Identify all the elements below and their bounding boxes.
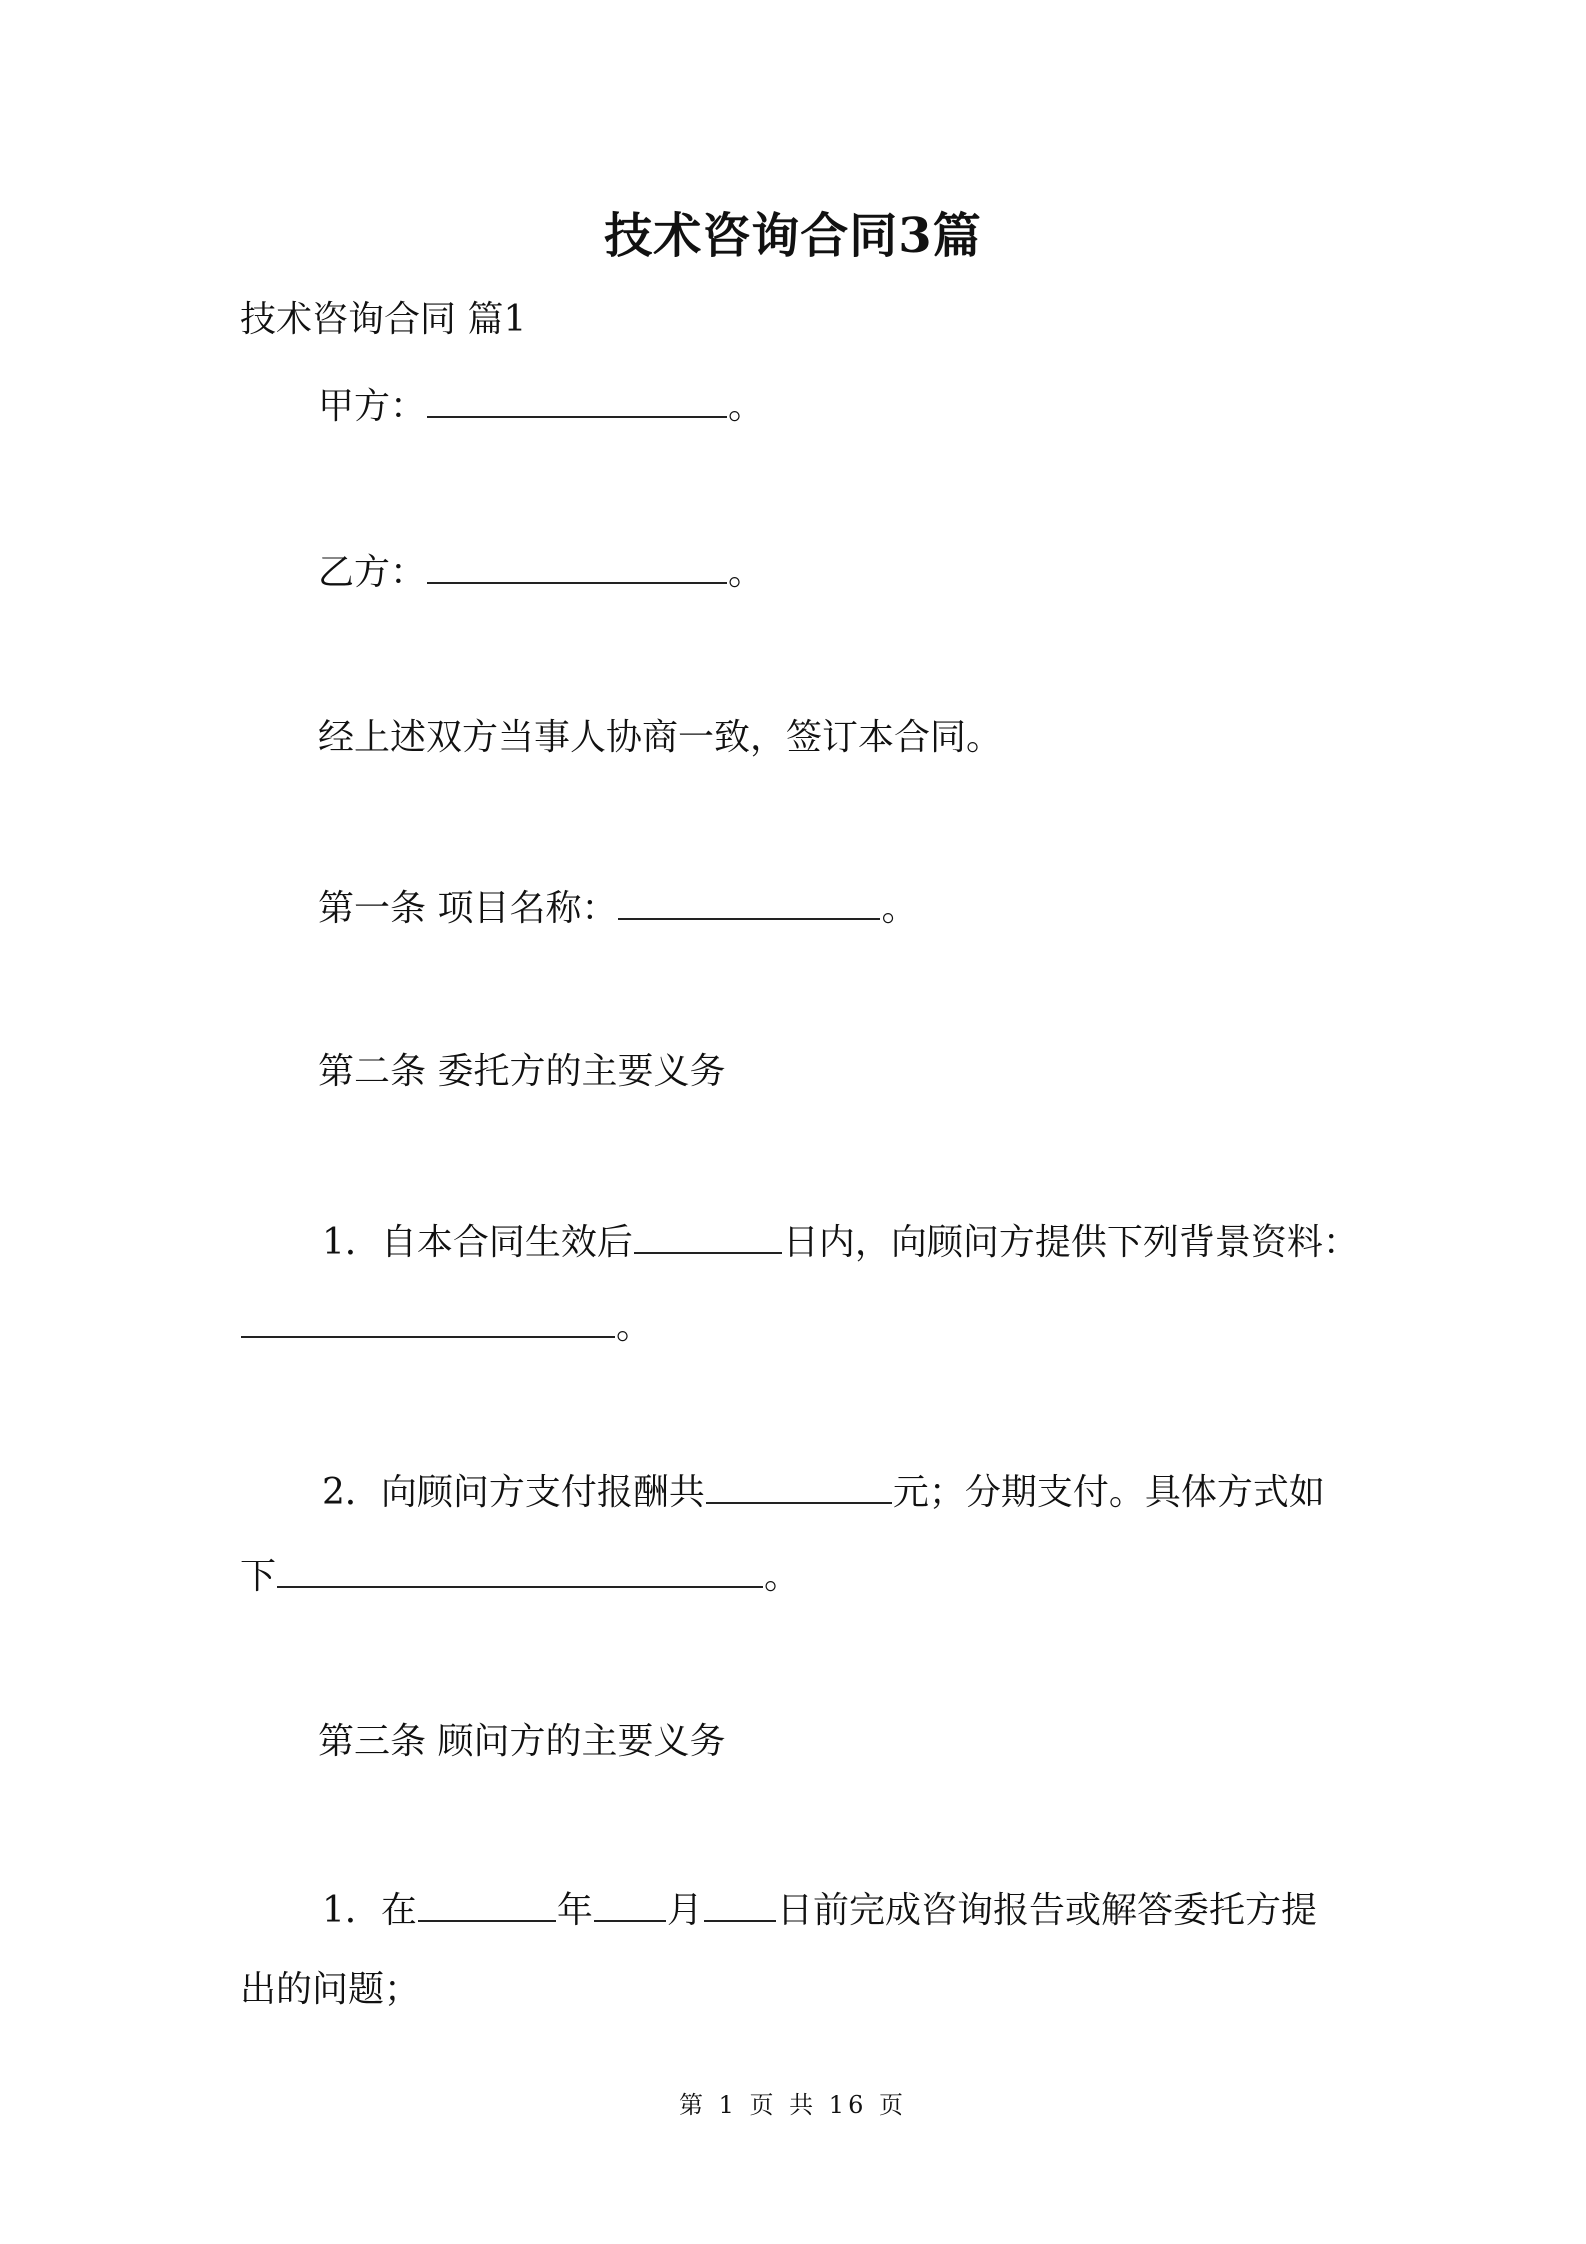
intro-paragraph: 经上述双方当事人协商一致，签订本合同。 (318, 717, 1003, 758)
article2-item1-blank2 (241, 1302, 615, 1338)
article2-item2 (322, 1468, 1325, 1512)
document-title: 技术咨询合同3篇 (604, 208, 982, 264)
article2-item1-blank (634, 1218, 782, 1254)
page-footer: 第 1 页 共 16 页 (679, 2091, 907, 2119)
article3-day-blank (704, 1886, 776, 1922)
article2-item2-mid: 元；分期支付。具体方式如 (892, 1472, 1325, 1513)
article1-line (318, 884, 917, 928)
article2-item1-start: 1．自本合同生效后 (322, 1222, 633, 1263)
article2-item2-blank2 (277, 1552, 763, 1588)
article2-item1-mid: 日内，向顾问方提供下列背景资料： (782, 1222, 1359, 1263)
article2-item1-cont (240, 1302, 652, 1346)
article2-item2-cont-text: 下 (240, 1556, 277, 1597)
party-a-blank (427, 382, 727, 418)
article2-heading: 第二条 委托方的主要义务 (318, 1051, 726, 1092)
article2-item2-blank (706, 1468, 892, 1504)
article3-day-text: 日前完成咨询报告或解答委托方提 (776, 1890, 1317, 1931)
article3-month: 月 (666, 1890, 703, 1931)
party-a-line (318, 382, 764, 426)
article3-year-blank (418, 1886, 556, 1922)
party-b-label: 乙方： (318, 552, 427, 593)
party-b-line (318, 548, 764, 592)
article3-item1 (322, 1886, 1317, 1930)
article3-month-blank (594, 1886, 666, 1922)
article2-item2-start: 2．向顾问方支付报酬共 (322, 1472, 705, 1513)
article2-item2-end: 。 (764, 1556, 801, 1597)
party-a-end: 。 (728, 386, 765, 427)
article3-year: 年 (556, 1890, 593, 1931)
article1-blank (618, 884, 880, 920)
article2-item2-cont (240, 1552, 800, 1596)
article1-end: 。 (881, 888, 918, 929)
party-b-blank (427, 548, 727, 584)
party-b-end: 。 (728, 552, 765, 593)
article3-item1-cont: 出的问题； (240, 1969, 421, 2010)
article3-heading: 第三条 顾问方的主要义务 (318, 1721, 726, 1762)
party-a-label: 甲方： (318, 386, 427, 427)
article1-label: 第一条 项目名称： (318, 888, 618, 929)
section-subtitle: 技术咨询合同 篇1 (240, 299, 527, 340)
article3-item1-start: 1．在 (322, 1890, 417, 1931)
article2-item1-end: 。 (616, 1306, 653, 1347)
article2-item1 (322, 1218, 1359, 1262)
